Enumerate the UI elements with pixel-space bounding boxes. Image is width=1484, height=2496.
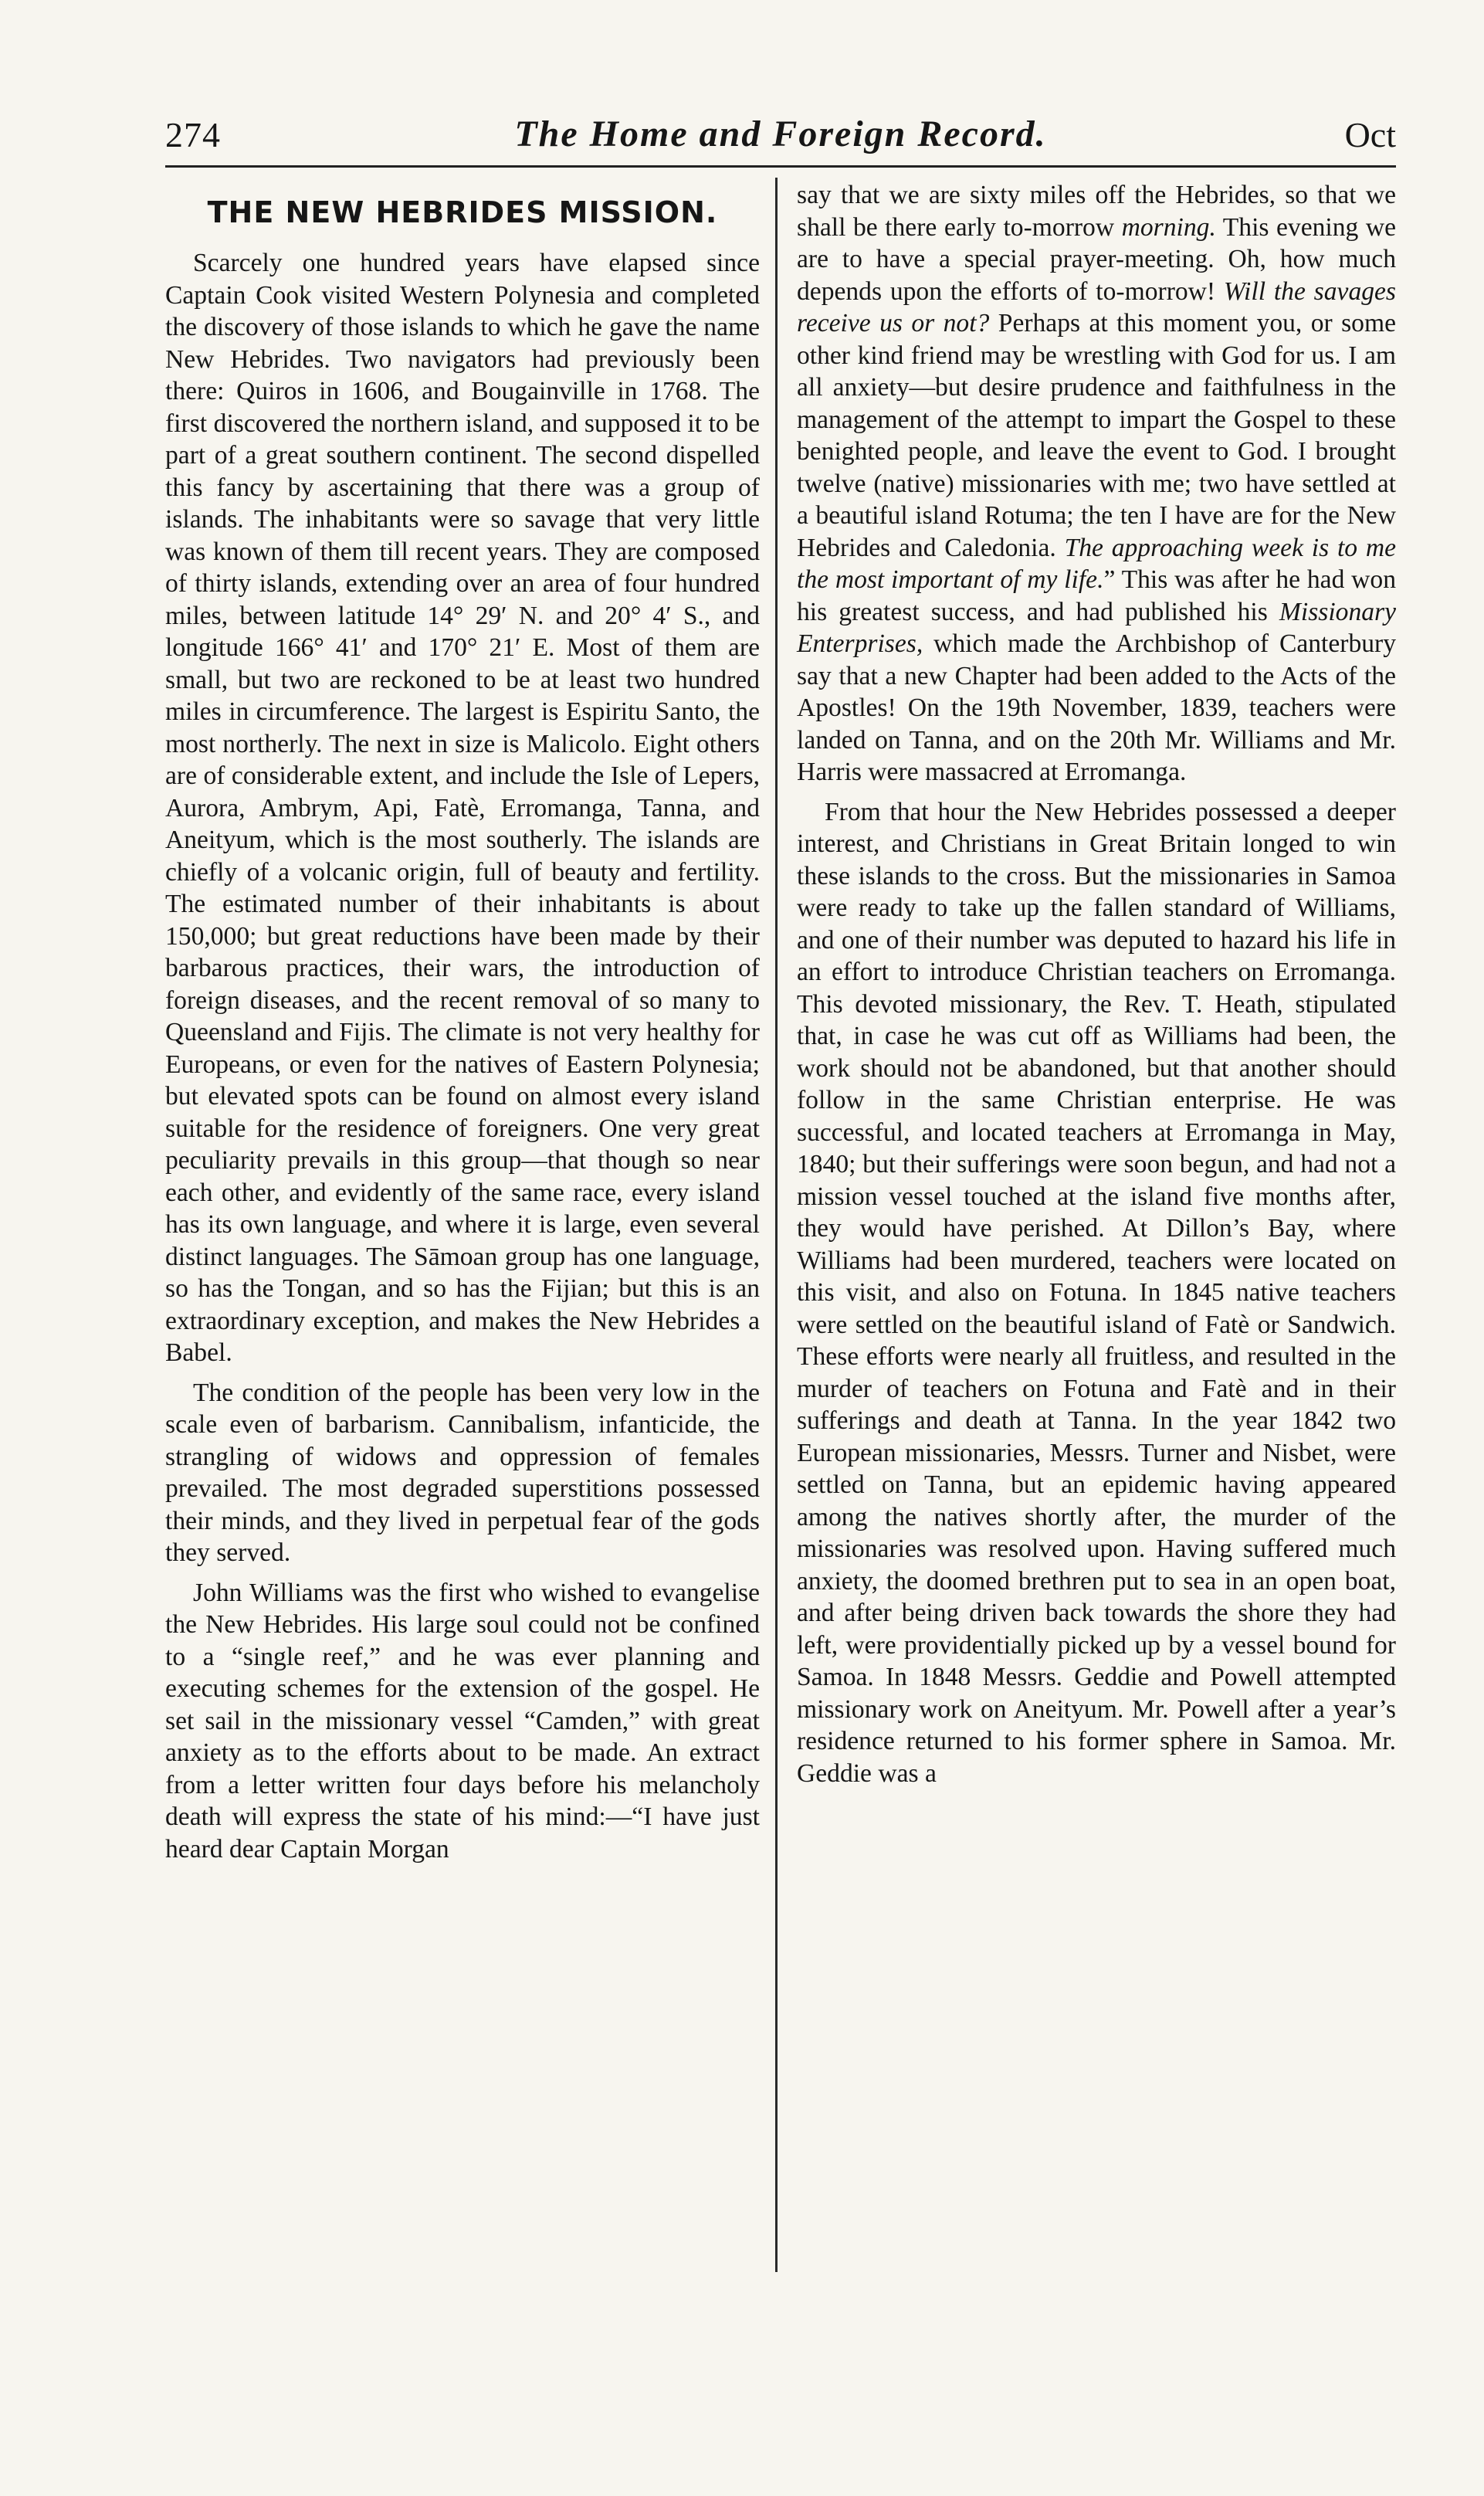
header-rule xyxy=(165,165,1396,168)
text-run: say that we are sixty miles off the Hebrides, so that we shall be there early to-morrow xyxy=(797,181,1396,242)
text-run: Perhaps at this moment you, or some other kind friend may be wrestling with God for us. I am all anxiety—but desire prudence and faithfulness in the management of the attempt to impart the Gospel to these benighted people, and leave the event to God. I brought twelve (native) missionaries with me; two have settled at a beautiful island Rotuma; the ten I have are for the New Hebrides and Caledonia. xyxy=(797,309,1396,562)
paragraph: From that hour the New Hebrides possessed a deeper interest, and Christians in Great Britain longed to win these islands to the cross. But the missionaries in Samoa were ready to take up the fallen standard of Williams, and one of their number was deputed to hazard his life in an effort to introduce Christian teachers on Erromanga. This devoted missionary, the Rev. T. Heath, stipulated that, in case he was cut off as Williams had been, the work should not be abandoned, but that another should follow in the same Christian enterprise. He was successful, and located teachers at Erromanga in May, 1840; but their sufferings were soon begun, and had not a mission vessel touched at the island five months after, they would have perished. At Dillon’s Bay, where Williams had been murdered, teachers were located on this visit, and also on Fotuna. In 1845 native teachers were settled on the beautiful island of Fatè or Sandwich. These efforts were nearly all fruitless, and resulted in the murder of teachers on Fotuna and Fatè and in their sufferings and death at Tanna. In the year 1842 two European missionaries, Messrs. Turner and Nisbet, were settled on Tanna, but an epidemic having appeared among the natives shortly after, the murder of the missionaries was resolved upon. Having suffered much anxiety, the doomed brethren put to sea in an open boat, and after being driven back towards the shore they had left, were providentially picked up by a vessel bound for Samoa. In 1848 Messrs. Geddie and Powell attempted missionary work on Aneityum. Mr. Powell after a year’s residence returned to his former sphere in Samoa. Mr. Geddie was a xyxy=(797,797,1396,1788)
text-run: This evening we are to have a special prayer-meeting. Oh, how much depends upon the efforts of to-morrow! xyxy=(797,212,1396,306)
italic-run: The approaching week is to me the most important of my life. xyxy=(797,533,1397,594)
paragraph: Scarcely one hundred years have elapsed since Captain Cook visited Western Polynesia and completed the discovery of those islands to which he gave the name New Hebrides. Two navigators had previously been there: Quiros in 1606, and Bougainville in 1768. The first discovered the northern island, and supposed it to be part of a great southern continent. The second dispelled this fancy by ascertaining that there was a group of islands. The inhabitants were so savage that very little was known of them till recent years. They are composed of thirty islands, extending over an area of four hundred miles, between latitude 14° 29′ N. and 20° 4′ S., and longitude 166° 41′ and 170° 21′ E. Most of them are small, but two are reckoned to be at least two hundred miles in circumference. The largest is Espiritu Santo, the most northerly. The next in size is Malicolo. Eight others are of considerable extent, and include the Isle of Lepers, Aurora, Ambrym, Api, Fatè, Erromanga, Tanna, and Aneityum, which is the most southerly. The islands are chiefly of a volcanic origin, full of beauty and fertility. The estimated number of their inhabitants is about 150,000; but great reductions have been made by their barbarous practices, their wars, the introduction of foreign diseases, and the recent removal of so many to Queensland and Fijis. The climate is not very healthy for Europeans, or even for the natives of Eastern Polynesia; but elevated spots can be found on almost every island suitable for the residence of foreigners. One very great peculiarity prevails in this group—that though so near each other, and evidently of the same race, every island has its own language, and where it is large, even several distinct languages. The Sāmoan group has one language, so has the Tongan, and so has the Fijian; but this is an extraordinary exception, and makes the New Hebrides a Babel. xyxy=(165,249,760,1367)
right-column xyxy=(797,179,1396,1797)
article-title: THE NEW HEBRIDES MISSION. xyxy=(207,195,718,229)
page-header xyxy=(165,108,1396,168)
header-month: Oct xyxy=(1344,115,1396,154)
text-run: ” This was after he had won his greatest success, and had published his xyxy=(797,565,1396,626)
column-divider xyxy=(775,178,778,2272)
italic-run: Will the savages receive us or not? xyxy=(797,276,1396,337)
journal-title: The Home and Foreign Record. xyxy=(514,114,1047,154)
page-number: 274 xyxy=(165,115,221,154)
italic-run: Missionary Enterprises, xyxy=(797,597,1396,658)
paragraph-continued xyxy=(797,179,1396,788)
paragraph: John Williams was the first who wished to evangelise the New Hebrides. His large soul could not be confined to a “single reef,” and he was ever planning and executing schemes for the extension of the gospel. He set sail in the missionary vessel “Camden,” with great anxiety as to the efforts about to be made. An extract from a letter written four days before his melancholy death will express the state of his mind:—“I have just heard dear Captain Morgan xyxy=(165,1578,760,1864)
italic-run: morning. xyxy=(1121,212,1216,242)
text-run: which made the Archbishop of Canterbury say that a new Chapter had been added to the Acts of the Apostles! On the 19th November, 1839, teachers were landed on Tanna, and on the 20th Mr. Williams and Mr. Harris were massacred at Erromanga. xyxy=(797,629,1396,786)
paragraph: The condition of the people has been very low in the scale even of barbarism. Cannibalism, infanticide, the strangling of widows and oppression of females prevailed. The most degraded superstitions possessed their minds, and they lived in perpetual fear of the gods they served. xyxy=(165,1378,760,1567)
left-column xyxy=(165,179,760,1873)
